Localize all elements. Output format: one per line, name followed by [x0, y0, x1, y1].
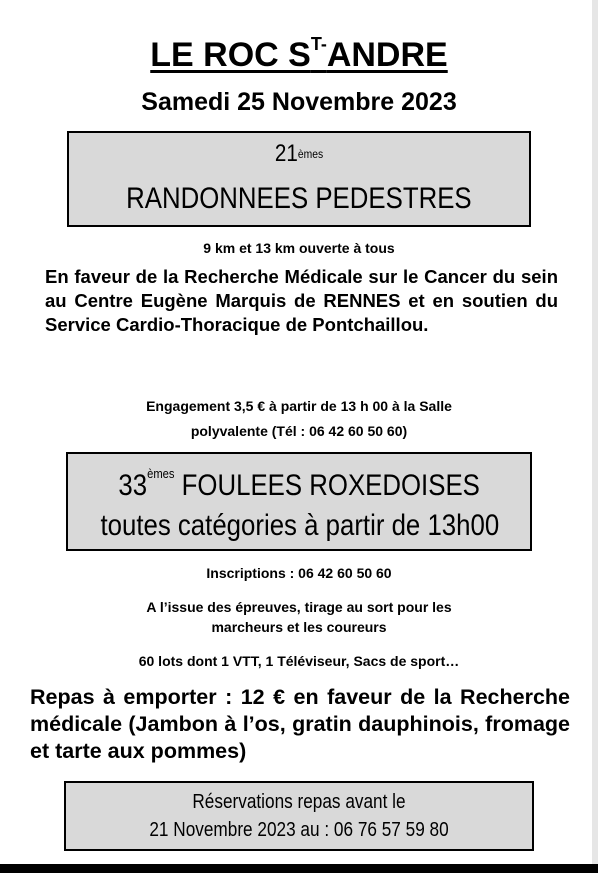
repas-text: Repas à emporter : 12 € en faveur de la Recherche médicale (Jambon à l’os, gratin dauphinois, fromage et tarte aux pommes) [30, 685, 570, 763]
randonnee-distances: 9 km et 13 km ouverte à tous [203, 240, 395, 256]
foulees-box [66, 452, 532, 551]
randonnee-title-text: RANDONNEES PEDESTRES [126, 182, 472, 215]
foulees-subtitle [68, 508, 530, 544]
randonnee-cause: En faveur de la Recherche Médicale sur le Cancer du sein au Centre Eugène Marquis de RENNES et en soutien du Service Cardio-Thoracique de Pontchaillou. [45, 266, 558, 335]
reservation-box [64, 781, 534, 851]
engagement-line-2: polyvalente (Tél : 06 42 60 50 60) [190, 423, 408, 439]
randonnee-edition [69, 139, 529, 172]
randonnee-edition-number: 21 [274, 140, 298, 167]
lots: 60 lots dont 1 VTT, 1 Téléviseur, Sacs de sport… [138, 653, 460, 669]
reservation-line-1-text: Réservations repas avant le [192, 791, 406, 813]
tirage-line-2: marcheurs et les coureurs [211, 619, 387, 635]
randonnee-title [69, 181, 529, 217]
page-edge-shadow [592, 0, 598, 873]
title-end: ANDRE [326, 36, 448, 75]
title-main: LE ROC S [150, 36, 311, 75]
foulees-title: FOULEES ROXEDOISES [181, 469, 480, 502]
event-date: Samedi 25 Novembre 2023 [141, 88, 457, 116]
title-superscript: T- [310, 34, 327, 54]
tirage-line-1: A l’issue des épreuves, tirage au sort pour les [146, 599, 452, 615]
randonnee-edition-suffix: èmes [297, 147, 324, 161]
foulees-heading [68, 462, 530, 504]
title-text [150, 36, 447, 74]
foulees-edition-suffix: èmes [146, 466, 175, 481]
bottom-border-bar [0, 864, 598, 873]
page-title [0, 28, 598, 75]
foulees-subtitle-text: toutes catégories à partir de 13h00 [100, 509, 500, 542]
randonnee-box [67, 131, 531, 227]
reservation-line-2 [66, 817, 532, 843]
reservation-line-2-text: 21 Novembre 2023 au : 06 76 57 59 80 [149, 819, 449, 841]
engagement-line-1: Engagement 3,5 € à partir de 13 h 00 à la Salle [146, 398, 452, 414]
reservation-line-1 [66, 789, 532, 815]
inscriptions: Inscriptions : 06 42 60 50 60 [206, 565, 392, 581]
foulees-edition-number: 33 [118, 469, 147, 502]
